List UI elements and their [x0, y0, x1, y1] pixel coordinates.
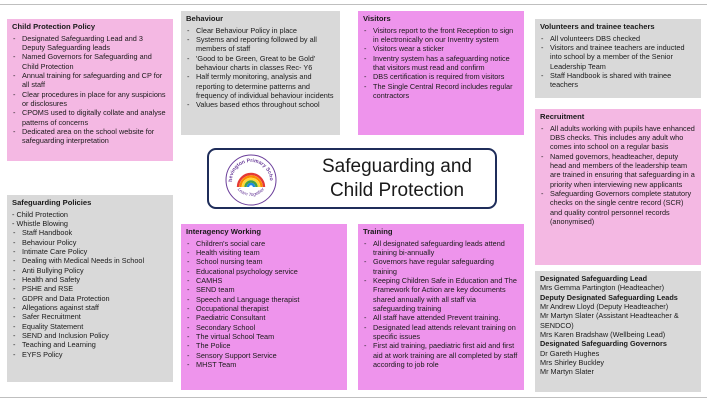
list-item: - Staff Handbook is shared with trainee teachers [540, 71, 696, 90]
list-item: - Values based ethos throughout school [186, 100, 335, 109]
title-panel [207, 148, 497, 209]
training-panel [358, 224, 524, 390]
list-item: - Half termly monitoring, analysis and reporting to determine patterns and frequency of individual behaviour incidents [186, 72, 335, 100]
volunteers-list [540, 34, 696, 90]
list-item: - MHST Team [186, 360, 342, 369]
leads-panel [535, 271, 701, 392]
list-item: - Sensory Support Service [186, 351, 342, 360]
list-item: - SEND and Inclusion Policy [12, 331, 168, 340]
interagency-list [186, 239, 342, 370]
logo-top-text: hevington Primary Scho [227, 157, 275, 182]
top-rule [0, 4, 707, 5]
bottom-rule [0, 397, 707, 398]
list-item: - Visitors and trainee teachers are inducted into school by a member of the Senior Leadership Team [540, 43, 696, 71]
behaviour-heading: Behaviour [186, 14, 224, 23]
list-item: - CPOMS used to digitally collate and analyse patterns of concerns [12, 108, 168, 127]
volunteers-panel [535, 19, 701, 98]
list-item: - Dedicated area on the school website for safeguarding interpretation [12, 127, 168, 146]
policies-heading: Safeguarding Policies [12, 198, 92, 207]
list-item: - Speech and Language therapist [186, 295, 342, 304]
list-item: - Keeping Children Safe in Education and The Framework for Action are key documents shared annually with all staff via safeguarding training [363, 276, 519, 313]
list-item: - Designated Safeguarding Lead and 3 Deputy Safeguarding leads [12, 34, 168, 53]
volunteers-heading: Volunteers and trainee teachers [540, 22, 655, 31]
list-item: - The virtual School Team [186, 332, 342, 341]
list-item: - All staff have attended Prevent training. [363, 313, 519, 322]
deputy-heading: Deputy Designated Safeguarding Leads [540, 292, 678, 302]
list-item: - Systems and reporting followed by all members of staff [186, 35, 335, 54]
visitors-heading: Visitors [363, 14, 391, 23]
policy-item: - Whistle Blowing [12, 219, 68, 229]
list-item: - Clear procedures in place for any suspicions or disclosures [12, 90, 168, 109]
visitors-panel [358, 11, 524, 135]
list-item: - Inventry system has a safeguarding notice that visitors must read and confirm [363, 54, 519, 73]
list-item: - Dealing with Medical Needs in School [12, 256, 168, 265]
list-item: - Occupational therapist [186, 304, 342, 313]
list-item: - Allegations against staff [12, 303, 168, 312]
policies-list [12, 228, 168, 359]
list-item: - School nursing team [186, 257, 342, 266]
list-item: - Designated lead attends relevant training on specific issues [363, 323, 519, 342]
list-item: - Visitors report to the front Reception to sign in electronically on our Inventry system [363, 26, 519, 45]
policies-panel [7, 195, 173, 382]
list-item: - The Single Central Record includes regular contractors [363, 82, 519, 101]
list-item: - Safer Recruitment [12, 312, 168, 321]
training-heading: Training [363, 227, 393, 236]
list-item: - Secondary School [186, 323, 342, 332]
recruitment-list [540, 124, 696, 227]
child-protection-heading: Child Protection Policy [12, 22, 96, 31]
list-item: - GDPR and Data Protection [12, 294, 168, 303]
list-item: - Teaching and Learning [12, 340, 168, 349]
list-item: - First aid training, paediatric first aid and first aid at work training are all completed by staff according to job role [363, 341, 519, 369]
logo-bottom-text: Learn Together [236, 186, 266, 198]
visitors-list [363, 26, 519, 101]
governor-heading: Designated Safeguarding Governors [540, 339, 667, 349]
interagency-panel [181, 224, 347, 390]
list-item: - PSHE and RSE [12, 284, 168, 293]
list-item: - Safeguarding Governors complete statutory checks on the single centre record (SCR) and quality control personnel records (anonymised) [540, 189, 696, 226]
policy-item: - Child Protection [12, 209, 68, 219]
list-item: - Health and Safety [12, 275, 168, 284]
child-protection-list [12, 34, 168, 146]
list-item: - Governors have regular safeguarding training [363, 257, 519, 276]
behaviour-panel [181, 11, 340, 135]
list-item: - CAMHS [186, 276, 342, 285]
training-list [363, 239, 519, 370]
list-item: - Intimate Care Policy [12, 247, 168, 256]
deputy-name: Mr Andrew Lloyd (Deputy Headteacher) [540, 301, 669, 311]
list-item: - SEND team [186, 285, 342, 294]
page-title: Safeguarding and Child Protection [321, 156, 472, 202]
list-item: - Named Governors for Safeguarding and Child Protection [12, 52, 168, 71]
list-item: - Annual training for safeguarding and CP for all staff [12, 71, 168, 90]
list-item: - All designated safeguarding leads attend training bi-annually [363, 239, 519, 258]
list-item: - Paediatric Consultant [186, 313, 342, 322]
dsl-name: Mrs Gemma Partington (Headteacher) [540, 283, 665, 293]
list-item: - The Police [186, 341, 342, 350]
list-item: - Anti Bullying Policy [12, 266, 168, 275]
list-item: - All adults working with pupils have enhanced DBS checks. This includes any adult who comes into school on a regular basis [540, 124, 696, 152]
list-item: - Named governors, headteacher, deputy head and members of the leadership team are trained in ensuring that safeguarding in a priority when interviewing new applicants [540, 152, 696, 189]
list-item: - Staff Handbook [12, 228, 168, 237]
list-item: - Visitors wear a sticker [363, 44, 519, 53]
list-item: - Health visiting team [186, 248, 342, 257]
behaviour-list [186, 26, 335, 110]
deputy-name: Mr Martyn Slater (Assistant Headteacher & SENDCO) [540, 311, 679, 330]
list-item: - All volunteers DBS checked [540, 34, 696, 43]
list-item: - Clear Behaviour Policy in place [186, 26, 335, 35]
governor-name: Mrs Shirley Buckley [540, 357, 605, 367]
list-item: - Behaviour Policy [12, 238, 168, 247]
list-item: - Equality Statement [12, 322, 168, 331]
list-item: - Educational psychology service [186, 267, 342, 276]
list-item: - DBS certification is required from visitors [363, 72, 519, 81]
deputy-name: Mrs Karen Bradshaw (Wellbeing Lead) [540, 329, 666, 339]
rainbow-logo [225, 154, 277, 206]
dsl-heading: Designated Safeguarding Lead [540, 274, 648, 283]
recruitment-heading: Recruitment [540, 112, 585, 121]
list-item: - Children's social care [186, 239, 342, 248]
list-item: - 'Good to be Green, Great to be Gold' behaviour charts in classes Rec- Y6 [186, 54, 335, 73]
governor-name: Mr Martyn Slater [540, 367, 594, 377]
interagency-heading: Interagency Working [186, 227, 261, 236]
child-protection-panel [7, 19, 173, 161]
list-item: - EYFS Policy [12, 350, 168, 359]
governor-name: Dr Gareth Hughes [540, 348, 600, 358]
recruitment-panel [535, 109, 701, 265]
